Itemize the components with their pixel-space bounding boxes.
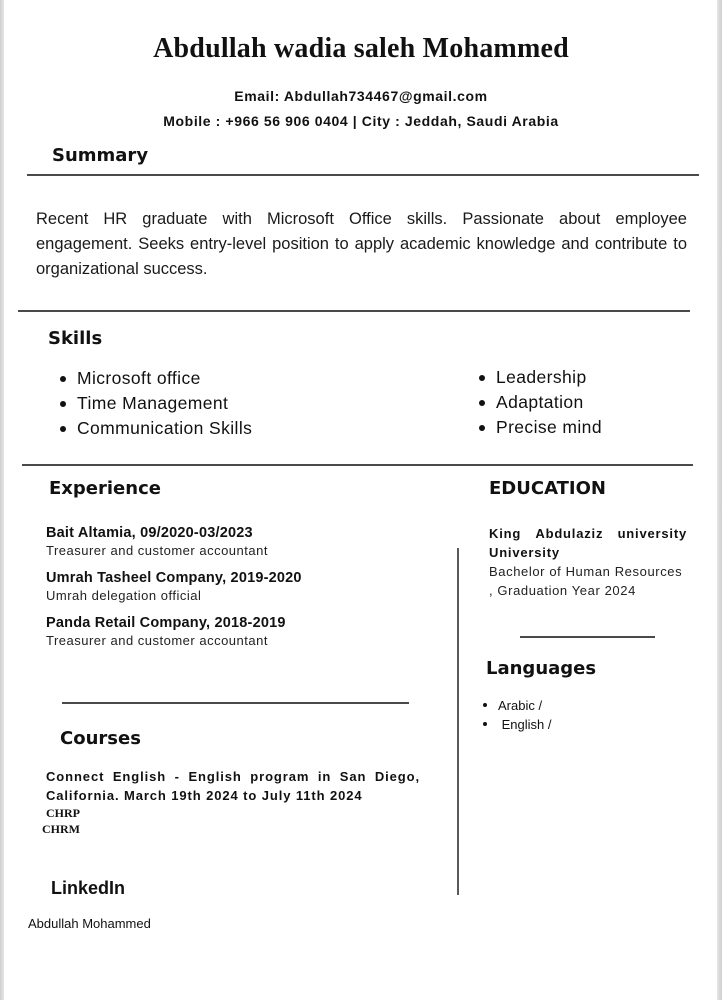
- skills-heading: Skills: [48, 328, 103, 349]
- job-entry: [46, 570, 436, 603]
- school-line2: University: [489, 545, 560, 560]
- skill-item: Time Management: [57, 391, 252, 416]
- linkedin-value: Abdullah Mohammed: [28, 916, 151, 931]
- summary-heading: Summary: [52, 145, 149, 166]
- education-school: [489, 524, 687, 562]
- skill-item: Leadership: [476, 365, 602, 390]
- courses-heading: Courses: [60, 728, 141, 749]
- job-title: Bait Altamia, 09/2020-03/2023: [46, 525, 253, 541]
- school-word: university: [617, 526, 687, 541]
- language-item: Arabic /: [482, 696, 551, 715]
- job-title: Panda Retail Company, 2018-2019: [46, 615, 286, 631]
- job-role: Treasurer and customer accountant: [46, 543, 268, 558]
- job-entry: [46, 525, 436, 558]
- skill-item: Communication Skills: [57, 416, 252, 441]
- skill-item: Precise mind: [476, 415, 602, 440]
- skill-item: Adaptation: [476, 390, 602, 415]
- skills-bottom-divider: [22, 464, 693, 466]
- language-item: English /: [482, 715, 551, 734]
- languages-list: [482, 696, 551, 734]
- linkedin-heading: LinkedIn: [51, 878, 126, 898]
- education-degree: Bachelor of Human Resources: [489, 564, 683, 579]
- page-edge-left: [0, 0, 4, 1000]
- skill-item: Microsoft office: [57, 366, 252, 391]
- contact-email: Email: Abdullah734467@gmail.com: [234, 88, 488, 104]
- experience-list: [46, 525, 436, 660]
- job-role: Umrah delegation official: [46, 588, 202, 603]
- skills-list-right: [476, 365, 602, 440]
- skills-top-divider: [18, 310, 690, 312]
- education-graduation: , Graduation Year 2024: [489, 583, 636, 598]
- page-edge-right: [717, 0, 722, 1000]
- cert-chrp: CHRP: [46, 806, 80, 820]
- school-word: King: [489, 526, 522, 541]
- languages-heading: Languages: [486, 658, 597, 679]
- column-divider: [457, 548, 459, 895]
- summary-divider: [27, 174, 699, 176]
- candidate-name: Abdullah wadia saleh Mohammed: [153, 33, 569, 64]
- course-entry: Connect English - English program in San Diego, California. March 19th 2024 to July 11th 2024: [46, 769, 420, 803]
- education-entry: [489, 524, 687, 600]
- contact-mobile-city: Mobile : +966 56 906 0404 | City : Jeddah, Saudi Arabia: [163, 113, 559, 129]
- education-divider: [520, 636, 655, 638]
- experience-heading: Experience: [49, 478, 161, 499]
- education-heading: EDUCATION: [489, 478, 606, 499]
- summary-text: Recent HR graduate with Microsoft Office skills. Passionate about employee engagement. Seeks entry-level position to apply academic knowledge and contribute to organizational success.: [36, 210, 687, 278]
- courses-divider: [62, 702, 409, 704]
- job-role: Treasurer and customer accountant: [46, 633, 268, 648]
- cert-chrm: CHRM: [42, 822, 80, 836]
- job-title: Umrah Tasheel Company, 2019-2020: [46, 570, 302, 586]
- school-word: Abdulaziz: [535, 526, 604, 541]
- job-entry: [46, 615, 436, 648]
- skills-list-left: [57, 366, 252, 441]
